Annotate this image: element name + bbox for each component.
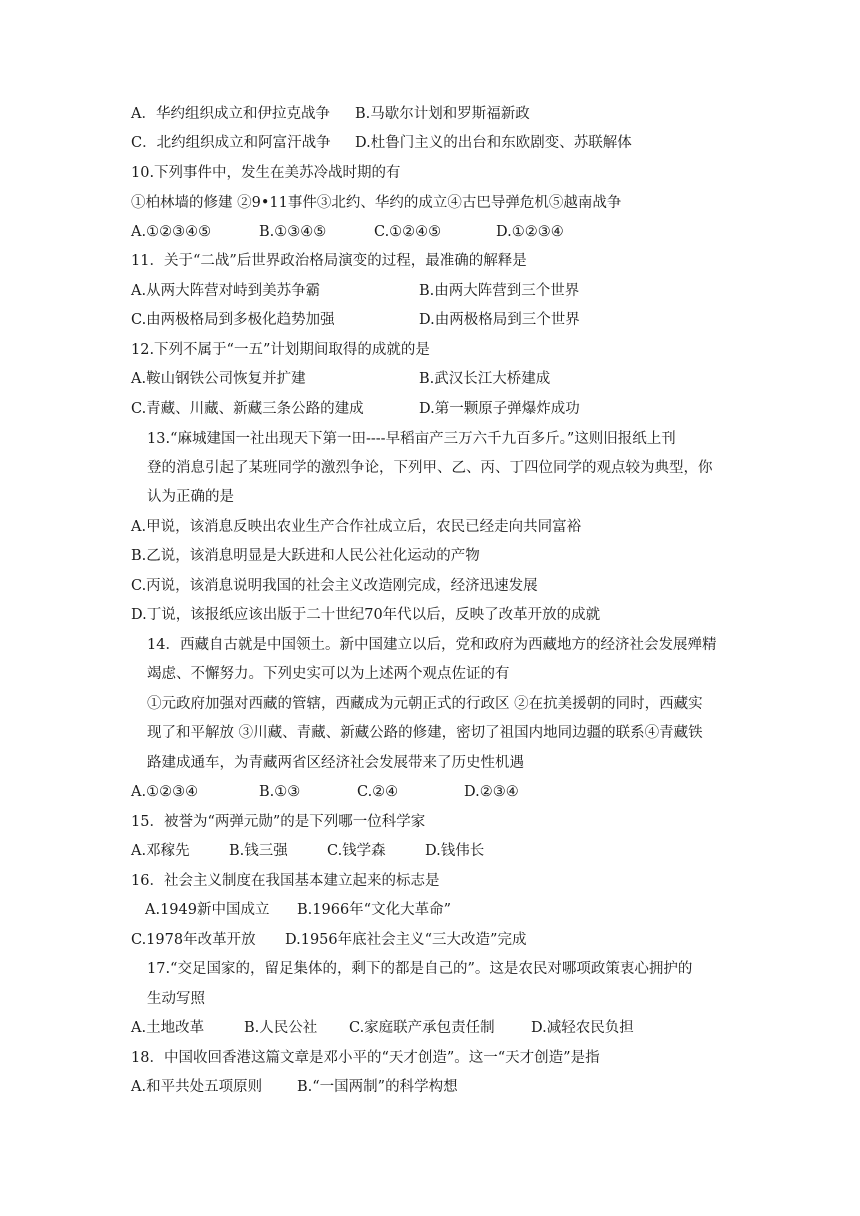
q17-stem-line-1: 17.“交足国家的，留足集体的，剩下的都是自己的”。这是农民对哪项政策衷心拥护的 xyxy=(147,961,693,977)
q14-items-line-3: 路建成通车，为青藏两省区经济社会发展带来了历史性机遇 xyxy=(147,755,524,771)
q17-option-c: C.家庭联产承包责任制 xyxy=(349,1020,495,1036)
q11-option-d: D.由两极格局到三个世界 xyxy=(419,312,580,328)
q15-options xyxy=(131,841,484,861)
q9-option-c: C．北约组织成立和阿富汗战争 xyxy=(131,135,331,151)
q10-options xyxy=(131,222,564,242)
q16-option-c: C.1978年改革开放 xyxy=(131,932,256,948)
q13-option-a: A.甲说，该消息反映出农业生产合作社成立后，农民已经走向共同富裕 xyxy=(131,519,582,535)
q18-stem: 18．中国收回香港这篇文章是邓小平的“天才创造”。这一“天才创造”是指 xyxy=(131,1050,600,1066)
q17-option-b: B.人民公社 xyxy=(244,1020,318,1036)
q14-items-line-2: 现了和平解放 ③川藏、青藏、新藏公路的修建，密切了祖国内地同边疆的联系④青藏铁 xyxy=(147,725,703,741)
q11-option-a: A.从两大阵营对峙到美苏争霸 xyxy=(131,283,321,299)
q16-option-d: D.1956年底社会主义“三大改造”完成 xyxy=(285,932,527,948)
q16-stem: 16．社会主义制度在我国基本建立起来的标志是 xyxy=(131,873,440,889)
q17-option-d: D.减轻农民负担 xyxy=(531,1020,634,1036)
q9-options-ab xyxy=(131,104,530,124)
q10-option-b: B.①③④⑤ xyxy=(259,224,327,240)
q11-options-cd xyxy=(131,310,580,330)
q14-option-b: B.①③ xyxy=(259,784,301,800)
q17-option-a: A.土地改革 xyxy=(131,1020,205,1036)
q12-option-b: B.武汉长江大桥建成 xyxy=(419,371,551,387)
q13-option-b: B.乙说，该消息明显是大跃进和人民公社化运动的产物 xyxy=(131,548,480,564)
q13-stem-line-1: 13.“麻城建国一社出现天下第一田----早稻亩产三万六千九百多斤。”这则旧报纸上刊 xyxy=(147,431,676,447)
q15-option-a: A.邓稼先 xyxy=(131,843,190,859)
q11-options-ab xyxy=(131,281,579,301)
q12-stem: 12.下列不属于“一五”计划期间取得的成就的是 xyxy=(131,342,430,358)
q14-option-c: C.②④ xyxy=(357,784,399,800)
q14-stem-line-2: 竭虑、不懈努力。下列史实可以为上述两个观点佐证的有 xyxy=(147,666,510,682)
q9-option-d: D.杜鲁门主义的出台和东欧剧变、苏联解体 xyxy=(355,135,632,151)
q9-option-a: A．华约组织成立和伊拉克战争 xyxy=(131,106,330,122)
q10-option-c: C.①②④⑤ xyxy=(374,224,442,240)
q16-options-cd xyxy=(131,930,526,950)
q16-option-a: A.1949新中国成立 xyxy=(145,902,270,918)
q14-option-d: D.②③④ xyxy=(464,784,519,800)
q12-options-cd xyxy=(131,399,580,419)
q14-stem-line-1: 14．西藏自古就是中国领土。新中国建立以后，党和政府为西藏地方的经济社会发展殚精 xyxy=(147,637,717,653)
q10-option-d: D.①②③④ xyxy=(496,224,564,240)
q15-option-b: B.钱三强 xyxy=(229,843,288,859)
q12-option-d: D.第一颗原子弹爆炸成功 xyxy=(419,401,580,417)
q13-stem-line-3: 认为正确的是 xyxy=(147,489,234,505)
q15-stem: 15．被誉为“两弹元勋”的是下列哪一位科学家 xyxy=(131,814,426,830)
q18-options-ab xyxy=(131,1077,458,1097)
q18-option-b: B.“一国两制”的科学构想 xyxy=(297,1079,458,1095)
q9-options-cd xyxy=(131,133,632,153)
q10-stem: 10.下列事件中，发生在美苏冷战时期的有 xyxy=(131,165,401,181)
q18-option-a: A.和平共处五项原则 xyxy=(131,1079,263,1095)
q15-option-d: D.钱伟长 xyxy=(425,843,485,859)
q17-options xyxy=(131,1018,634,1038)
q12-options-ab xyxy=(131,369,550,389)
q15-option-c: C.钱学森 xyxy=(327,843,386,859)
q11-option-c: C.由两极格局到多极化趋势加强 xyxy=(131,312,335,328)
q9-option-b: B.马歇尔计划和罗斯福新政 xyxy=(355,106,530,122)
q14-items-line-1: ①元政府加强对西藏的管辖，西藏成为元朝正式的行政区 ②在抗美援朝的同时，西藏实 xyxy=(147,696,703,712)
q12-option-c: C.青藏、川藏、新藏三条公路的建成 xyxy=(131,401,364,417)
q13-option-d: D.丁说，该报纸应该出版于二十世纪70年代以后，反映了改革开放的成就 xyxy=(131,607,601,623)
q17-stem-line-2: 生动写照 xyxy=(147,991,205,1007)
q11-option-b: B.由两大阵营到三个世界 xyxy=(419,283,580,299)
q14-options xyxy=(131,782,519,802)
q10-option-a: A.①②③④⑤ xyxy=(131,224,212,240)
q16-options-ab xyxy=(145,900,451,920)
q10-items: ①柏林墙的修建 ②9•11事件③北约、华约的成立④古巴导弹危机⑤越南战争 xyxy=(131,195,622,211)
q11-stem: 11．关于“二战”后世界政治格局演变的过程，最准确的解释是 xyxy=(131,253,527,269)
q12-option-a: A.鞍山钢铁公司恢复并扩建 xyxy=(131,371,306,387)
q13-stem-line-2: 登的消息引起了某班同学的激烈争论，下列甲、乙、丙、丁四位同学的观点较为典型，你 xyxy=(147,460,713,476)
q13-option-c: C.丙说，该消息说明我国的社会主义改造刚完成，经济迅速发展 xyxy=(131,578,538,594)
q14-option-a: A.①②③④ xyxy=(131,784,199,800)
q16-option-b: B.1966年“文化大革命” xyxy=(297,902,451,918)
